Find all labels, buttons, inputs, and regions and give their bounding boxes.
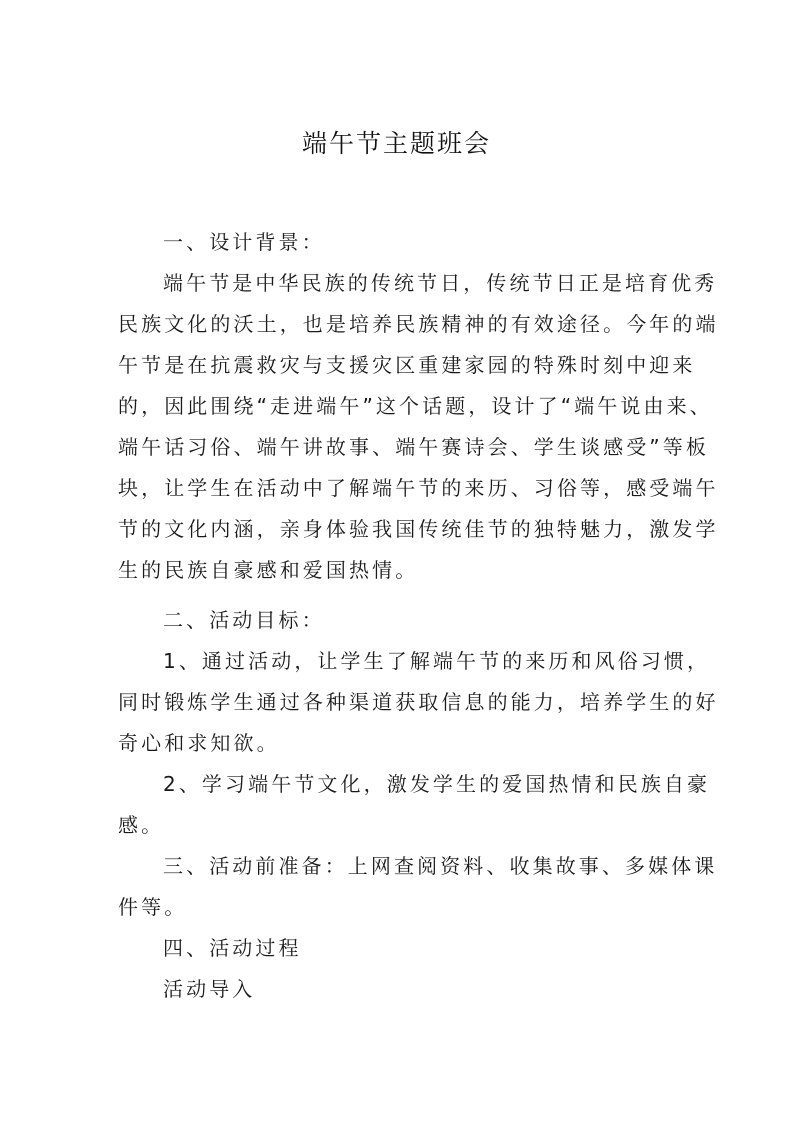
paragraph-line: 的，因此围绕“走进端午”这个话题，设计了“端午说由来、 [118,394,713,418]
paragraph-gap [118,591,674,600]
paragraph-line: 同时锻炼学生通过各种渠道获取信息的能力，培养学生的好 [118,690,719,714]
paragraph-line: 奇心和求知欲。 [118,731,280,755]
paragraph-line: 节的文化内涵，亲身体验我国传统佳节的独特魅力，激发学 [118,517,719,541]
subheading-activity-intro: 活动导入 [163,977,256,1001]
document-title: 端午节主题班会 [301,129,491,158]
paragraph-line: 午节是在抗震救灾与支援灾区重建家园的特殊时刻中迎来 [118,353,696,377]
section-heading-activity-goals: 二、活动目标： [163,608,325,632]
paragraph-line: 端午节是中华民族的传统节日，传统节日正是培育优秀 [163,271,718,295]
paragraph-line: 1、通过活动，让学生了解端午节的来历和风俗习惯， [163,649,711,673]
paragraph-line: 生的民族自豪感和爱国热情。 [118,558,419,582]
document-body [118,222,719,1010]
paragraph-line: 2、学习端午节文化，激发学生的爱国热情和民族自豪 [163,772,711,796]
section-heading-preparation: 三、活动前准备：上网查阅资料、收集故事、多媒体课 [163,854,718,878]
paragraph-line: 民族文化的沃土，也是培养民族精神的有效途径。今年的端 [118,312,719,336]
paragraph-line: 件等。 [118,895,188,919]
paragraph-line: 感。 [118,813,165,837]
section-heading-activity-process: 四、活动过程 [163,936,302,960]
paragraph-line: 块，让学生在活动中了解端午节的来历、习俗等，感受端午 [118,476,719,500]
paragraph-line: 端午话习俗、端午讲故事、端午赛诗会、学生谈感受”等板 [118,435,709,459]
section-heading-design-background: 一、设计背景： [163,230,325,254]
